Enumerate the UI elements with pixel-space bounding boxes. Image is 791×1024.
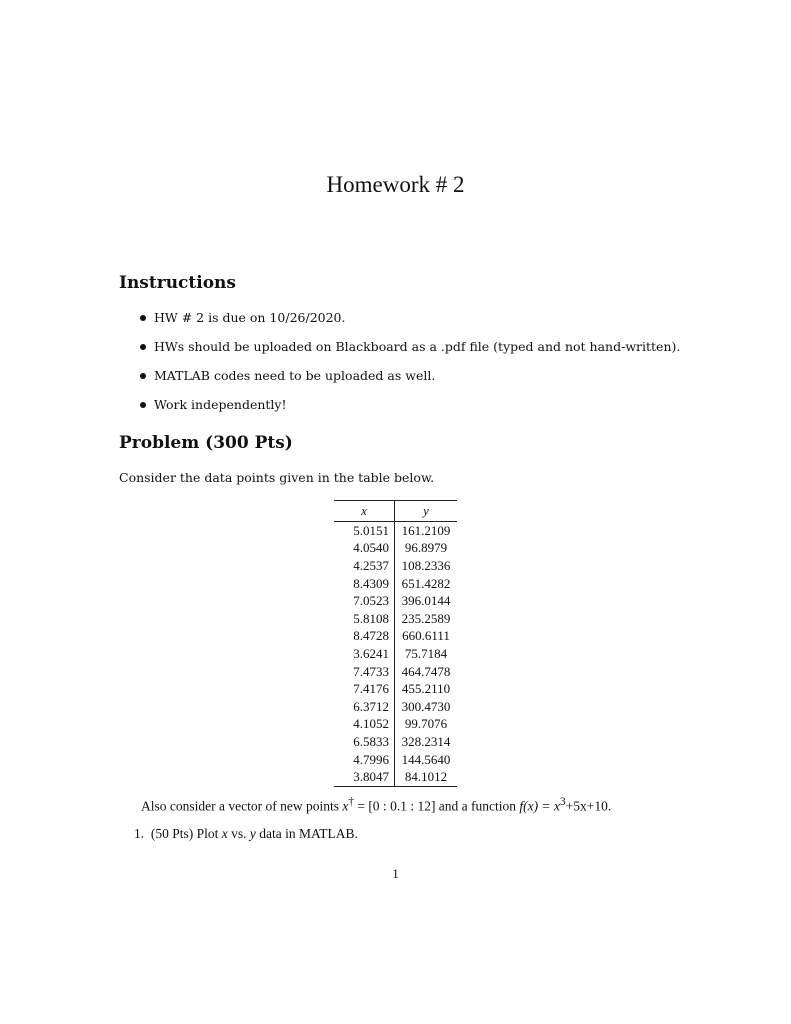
instruction-item: MATLAB codes need to be uploaded as well. <box>140 367 680 396</box>
cell-x: 3.6241 <box>353 645 389 661</box>
table-row <box>334 628 457 646</box>
table-row <box>334 751 457 769</box>
cell-y: 108.2336 <box>395 557 458 575</box>
cell-x: 4.1052 <box>353 716 389 732</box>
cell-y: 235.2589 <box>395 610 458 628</box>
cell-y: 464.7478 <box>395 663 458 681</box>
table-header-row <box>334 501 457 522</box>
also-consider-text: Also consider a vector of new points x† = [0 : 0.1 : 12] and a function $f(x) = x^3+5x+10$. <box>141 796 612 814</box>
table-row <box>334 610 457 628</box>
cell-x: 3.8047 <box>353 769 389 785</box>
cell-x: 6.5833 <box>353 733 389 749</box>
instruction-item: HW # 2 is due on 10/26/2020. <box>140 309 680 338</box>
bullet-icon <box>140 402 146 408</box>
cell-x: 7.4733 <box>353 663 389 679</box>
cell-y: 660.6111 <box>395 628 458 646</box>
cell-y: 75.7184 <box>395 645 458 663</box>
column-header-y: y <box>395 501 458 522</box>
cell-y: 99.7076 <box>395 716 458 734</box>
table-row <box>334 645 457 663</box>
table-row <box>334 522 457 540</box>
cell-y: 84.1012 <box>395 768 458 786</box>
table-row <box>334 733 457 751</box>
table-row <box>334 592 457 610</box>
table-row <box>334 716 457 734</box>
cell-x: 4.7996 <box>353 751 389 767</box>
cell-x: 8.4728 <box>353 628 389 644</box>
table-body <box>334 522 457 787</box>
table-row <box>334 663 457 681</box>
page-title: Homework # 2 <box>326 172 465 197</box>
table-row <box>334 680 457 698</box>
cell-y: 651.4282 <box>395 575 458 593</box>
page-number: 1 <box>392 866 399 881</box>
table-row <box>334 575 457 593</box>
problem-intro: Consider the data points given in the table below. <box>119 470 435 485</box>
cell-x: 5.0151 <box>353 522 389 538</box>
table-row <box>334 557 457 575</box>
cell-y: 396.0144 <box>395 592 458 610</box>
cell-y: 455.2110 <box>395 680 458 698</box>
instructions-heading: Instructions <box>119 273 236 293</box>
cell-x: 5.8108 <box>353 610 389 626</box>
bullet-icon <box>140 315 146 321</box>
bullet-icon <box>140 344 146 350</box>
cell-y: 144.5640 <box>395 751 458 769</box>
cell-x: 8.4309 <box>353 575 389 591</box>
cell-x: 6.3712 <box>353 698 389 714</box>
problem-heading: Problem (300 Pts) <box>119 433 293 453</box>
cell-x: 7.4176 <box>353 681 389 697</box>
instruction-item: HWs should be uploaded on Blackboard as a .pdf file (typed and not hand-written). <box>140 338 680 367</box>
cell-y: 161.2109 <box>395 522 458 540</box>
instructions-list <box>140 309 680 425</box>
cell-y: 96.8979 <box>395 540 458 558</box>
bullet-icon <box>140 373 146 379</box>
table-row <box>334 540 457 558</box>
cell-x: 4.0540 <box>353 540 389 556</box>
data-table <box>334 500 457 787</box>
cell-x: 7.0523 <box>353 593 389 609</box>
table-row <box>334 698 457 716</box>
table-row <box>334 768 457 786</box>
cell-x: 4.2537 <box>353 557 389 573</box>
cell-y: 328.2314 <box>395 733 458 751</box>
cell-y: 300.4730 <box>395 698 458 716</box>
task-1: 1. (50 Pts) Plot x vs. y data in MATLAB. <box>134 826 358 841</box>
instruction-item: Work independently! <box>140 396 680 425</box>
column-header-x: x <box>361 503 367 518</box>
